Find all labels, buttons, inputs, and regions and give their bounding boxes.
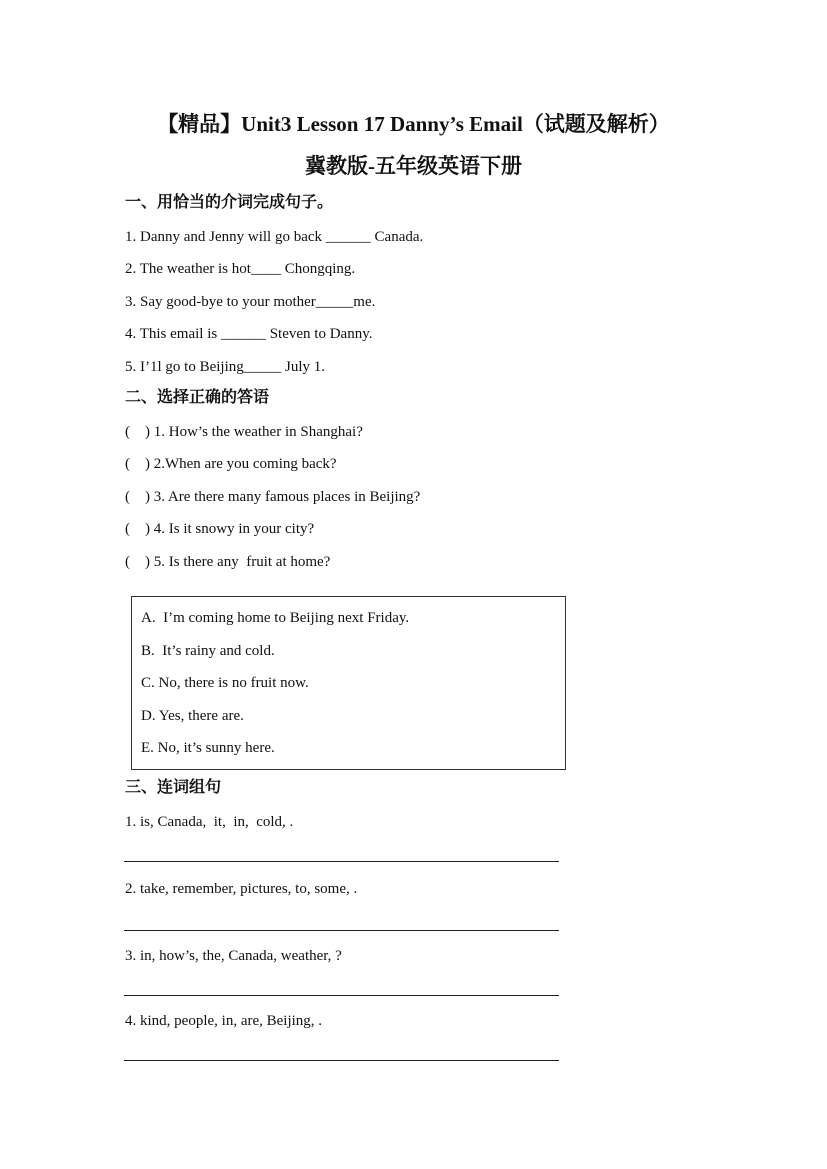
choice-question-4: ( ) 4. Is it snowy in your city? — [125, 521, 315, 537]
answer-line-1 — [124, 861, 559, 862]
fill-blank-item-1: 1. Danny and Jenny will go back ______ Canada. — [125, 229, 424, 245]
fill-blank-item-3: 3. Say good-bye to your mother_____me. — [125, 294, 376, 310]
answer-option-e: E. No, it’s sunny here. — [141, 740, 275, 756]
answer-option-c: C. No, there is no fruit now. — [141, 675, 309, 691]
answer-line-4 — [124, 1060, 559, 1061]
answer-option-d: D. Yes, there are. — [141, 708, 244, 724]
fill-blank-item-5: 5. I’1l go to Beijing_____ July 1. — [125, 359, 325, 375]
choice-question-5: ( ) 5. Is there any fruit at home? — [125, 554, 331, 570]
answer-line-3 — [124, 995, 559, 996]
choice-question-1: ( ) 1. How’s the weather in Shanghai? — [125, 424, 363, 440]
section-1-heading: 一、用恰当的介词完成句子。 — [125, 194, 334, 211]
sentence-item-2: 2. take, remember, pictures, to, some, . — [125, 881, 358, 897]
answer-option-b: B. It’s rainy and cold. — [141, 643, 275, 659]
choice-question-3: ( ) 3. Are there many famous places in Beijing? — [125, 489, 421, 505]
section-2-heading: 二、选择正确的答语 — [125, 389, 270, 406]
answer-line-2 — [124, 930, 559, 931]
page-subtitle: 冀教版-五年级英语下册 — [305, 154, 522, 178]
fill-blank-item-2: 2. The weather is hot____ Chongqing. — [125, 261, 356, 277]
choice-question-2: ( ) 2.When are you coming back? — [125, 456, 337, 472]
sentence-item-3: 3. in, how’s, the, Canada, weather, ? — [125, 948, 342, 964]
fill-blank-item-4: 4. This email is ______ Steven to Danny. — [125, 326, 373, 342]
sentence-item-4: 4. kind, people, in, are, Beijing, . — [125, 1013, 323, 1029]
sentence-item-1: 1. is, Canada, it, in, cold, . — [125, 814, 294, 830]
page-title: 【精品】Unit3 Lesson 17 Danny’s Email（试题及解析） — [157, 112, 670, 136]
answer-option-a: A. I’m coming home to Beijing next Friday. — [141, 610, 410, 626]
section-3-heading: 三、连词组句 — [125, 779, 222, 796]
